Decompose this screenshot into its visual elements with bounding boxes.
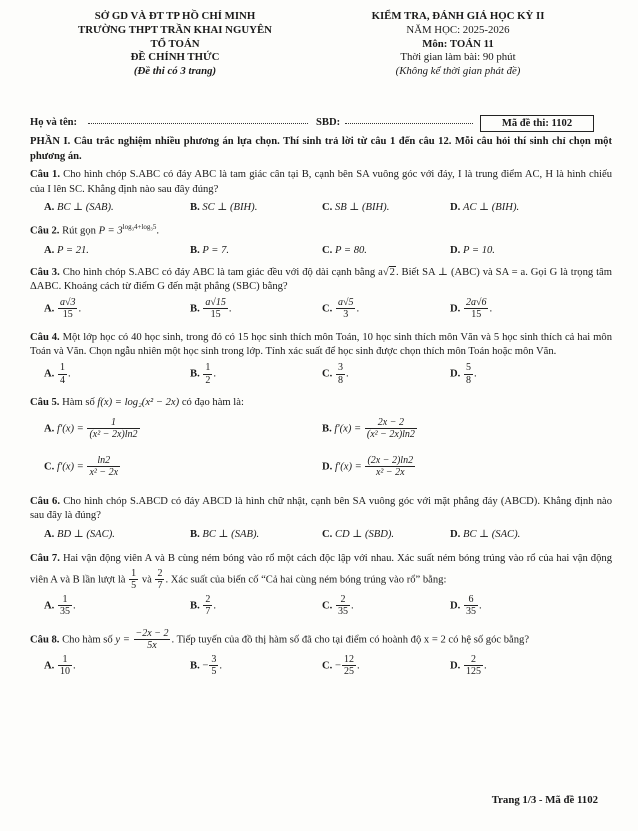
q4-option-c[interactable]: C. $\frac{3}{8}$ . (322, 362, 349, 386)
q8-option-d[interactable]: D. $\frac{2}{125}$ . (450, 653, 487, 678)
q6-options (30, 526, 612, 546)
school-name: TRƯỜNG THPT TRẦN KHAI NGUYÊN (78, 23, 272, 36)
q5-option-b[interactable]: B. f′(x) = $\frac{2x - 2}{\text{(x² − 2x)ln2}}$ (322, 416, 415, 441)
name-label: Họ và tên: (30, 117, 78, 128)
name-field[interactable] (88, 123, 308, 124)
header-right (318, 10, 598, 79)
q3-option-c[interactable]: C. $\frac{a√5}{3}$ . (322, 296, 360, 321)
sbd-field[interactable] (345, 123, 473, 124)
group-name: TỔ TOÁN (150, 37, 200, 50)
q5-options-row2 (30, 453, 612, 491)
page-count-note: (Đề thi có 3 trang) (133, 65, 217, 78)
subject: Môn: TOÁN 11 (422, 37, 494, 50)
q3-option-a[interactable]: A. $\frac{a√3}{15}$ . (44, 296, 82, 321)
q7-option-b[interactable]: B. $\frac{2}{7}$ . (190, 593, 217, 618)
time-note: (Không kể thời gian phát đề) (395, 65, 521, 78)
q6-option-a[interactable]: A. BD ⊥ (SAC). (44, 528, 115, 540)
page-footer: Trang 1/3 - Mã đề 1102 (491, 794, 598, 806)
header-left (40, 10, 310, 79)
q2-option-c[interactable]: C. P = 80. (322, 244, 367, 256)
q5-options-row1 (30, 413, 612, 451)
q5-option-a[interactable]: A. f′(x) = $\frac{1}{\text{(x² − 2x)ln2}}$ (44, 416, 138, 441)
department: SỞ GD VÀ ĐT TP HỒ CHÍ MINH (94, 10, 256, 22)
exam-title: KIỂM TRA, ĐÁNH GIÁ HỌC KỲ II (371, 10, 545, 22)
q1-option-d[interactable]: D. AC ⊥ (BIH). (450, 202, 520, 214)
question-3: Câu 3. Cho hình chóp S.ABC có đáy ABC là tam giác đều với độ dài cạnh bằng a√2. Biết SA ⊥ (ABC) và SA = a. Gọi G là trọng tâm ΔABC. Khoảng cách từ điểm G đến mặt phẳng (SBC) bằng? (30, 266, 612, 293)
question-6: Câu 6. Cho hình chóp S.ABCD có đáy ABCD là hình chữ nhật, cạnh bên SA vuông góc với mặt phẳng đáy (ABCD). Khẳng định nào sau đây là đúng? (30, 495, 612, 522)
question-8: Câu 8. Cho hàm số y = $\frac{-2x - 2}{5x}$ . Tiếp tuyến của đồ thị hàm số đã cho tại điểm có hoành độ x = 2 có hệ số góc bằng? (30, 627, 530, 652)
q7-option-d[interactable]: D. $\frac{6}{35}$ . (450, 593, 482, 618)
q6-option-b[interactable]: B. BC ⊥ (SAB). (190, 528, 260, 540)
q8-option-b[interactable]: B. − $\frac{3}{5}$ . (190, 653, 223, 678)
q6-option-d[interactable]: D. BC ⊥ (SAC). (450, 528, 521, 540)
question-2: Câu 2. Rút gọn $P = 3^{log_34+log_35}$. (30, 223, 160, 237)
q4-option-b[interactable]: B. $\frac{1}{2}$ . (190, 362, 217, 386)
q1-option-b[interactable]: B. SC ⊥ (BIH). (190, 202, 258, 214)
part1-heading: PHẦN I. Câu trắc nghiệm nhiều phương án lựa chọn. Thí sinh trả lời từ câu 1 đến câu 12. Mỗi câu hỏi thí sinh chỉ chọn một phương án. (30, 136, 612, 162)
q5-option-d[interactable]: D. f′(x) = $\frac{(2x - 2)\ln 2}{\text{x² − 2x}}$ (322, 454, 414, 479)
q1-options (30, 199, 612, 219)
question-1: Câu 1. Cho hình chóp S.ABC có đáy ABC là tam giác cân tại B, cạnh bên SA vuông góc với đáy, I là trung điểm AC, H là hình chiếu của I lên SC. Khẳng định nào sau đây đúng? (30, 169, 612, 195)
q2-option-d[interactable]: D. P = 10. (450, 244, 495, 256)
q2-option-b[interactable]: B. P = 7. (190, 244, 230, 256)
question-5: Câu 5. Hàm số f(x) = log₂(x² − 2x) có đạo hàm là: (30, 397, 244, 409)
q3-option-b[interactable]: B. $\frac{a√15}{15}$ . (190, 296, 232, 321)
q8-option-c[interactable]: C. − $\frac{12}{25}$ . (322, 653, 360, 678)
school-year: NĂM HỌC: 2025-2026 (406, 23, 510, 36)
q2-option-a[interactable]: A. P = 21. (44, 244, 89, 256)
q8-options (30, 654, 612, 684)
q5-option-c[interactable]: C. f′(x) = $\frac{\ln 2}{\text{x² − 2x}}$ (44, 454, 119, 479)
sbd-label: SBD: (316, 117, 341, 128)
q1-option-a[interactable]: A. BC ⊥ (SAB). (44, 202, 114, 214)
time-limit: Thời gian làm bài: 90 phút (400, 51, 516, 64)
question-7: Câu 7. Hai vận động viên A và B cùng ném bóng vào rổ một cách độc lập với nhau. Xác suất ném bóng trúng vào rổ của hai vận động viên A và B lần lượt là $\frac{1}{5}$ và $\frac{2}{7}$ . Xác suất của biến cố “Cả hai cùng ném bóng trúng vào rổ” bằng: (30, 552, 612, 592)
q2-options (30, 242, 612, 262)
q8-option-a[interactable]: A. $\frac{1}{10}$ . (44, 653, 76, 678)
q4-option-a[interactable]: A. $\frac{1}{4}$ . (44, 362, 71, 386)
q7-option-c[interactable]: C. $\frac{2}{35}$ . (322, 593, 354, 618)
exam-code-box: Mã đề thi: 1102 (480, 115, 594, 132)
q3-options (30, 297, 612, 327)
q1-option-c[interactable]: C. SB ⊥ (BIH). (322, 202, 390, 214)
official-label: ĐỀ CHÍNH THỨC (130, 51, 220, 64)
q4-options (30, 362, 612, 392)
question-4: Câu 4. Một lớp học có 40 học sinh, trong đó có 15 học sinh thích môn Toán, 10 học sinh thích môn Văn và 5 học sinh thích cả hai môn Toán và Văn. Chọn ngẫu nhiên một học sinh trong lớp. Tính xác suất để học sinh được chọn thích môn Toán hoặc môn Văn. (30, 331, 612, 358)
q6-option-c[interactable]: C. CD ⊥ (SBD). (322, 528, 395, 540)
q7-options (30, 594, 612, 624)
q7-option-a[interactable]: A. $\frac{1}{35}$ . (44, 593, 76, 618)
exam-body (30, 135, 612, 684)
q3-option-d[interactable]: D. $\frac{2a√6}{15}$ . (450, 296, 493, 321)
q4-option-d[interactable]: D. $\frac{5}{8}$ . (450, 362, 477, 386)
